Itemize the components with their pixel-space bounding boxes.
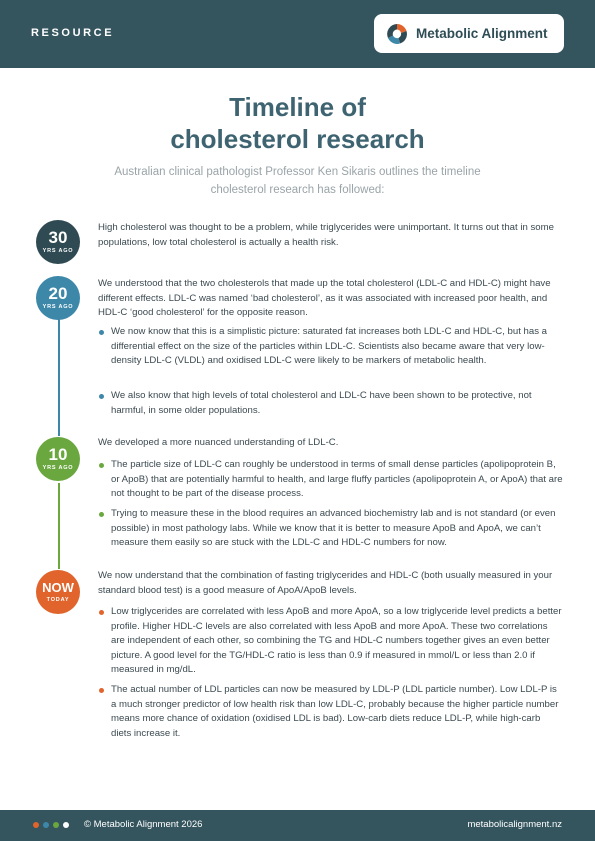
- bullet-dot: [99, 688, 104, 693]
- dot-white: [63, 822, 69, 828]
- brand-name: Metabolic Alignment: [416, 26, 548, 41]
- brand-logo-icon: [386, 23, 408, 45]
- badge-number: 20: [48, 284, 68, 303]
- entry-now-bullet-2: [98, 683, 563, 741]
- badge-number: 30: [48, 228, 68, 247]
- bullet-text: The actual number of LDL particles can now be measured by LDL-P (LDL particle number). Low LDL-P is a much stronger predictor of low health risk than low LDL-C, probably because the higher particle number means more chance of oxidation (oxidised LDL is bad). Low-carb diets reduce LDL-P, while high-carb diets increase it.: [111, 684, 559, 739]
- page-title: [0, 91, 595, 155]
- bullet-text: We now know that this is a simplistic picture: saturated fat increases both LDL-C and HDL-C, but has a differential effect on the size of the particles within LDL-C. Scientists also became aware that very low-density LDL-C (VLDL) and oxidised LDL-C were likely to be markers of metabolic health.: [111, 326, 548, 367]
- badge-number: 10: [48, 445, 68, 464]
- bullet-dot: [99, 610, 104, 615]
- entry-20-text: We understood that the two cholesterols that made up the total cholesterol (LDL-C and HDL-C) might have different effects. LDL-C was named ‘bad cholesterol’, as it was associated with increased poor health, and HDL-C ‘good cholesterol’ for the opposite reason.: [98, 278, 551, 319]
- badge-label: YRS AGO: [42, 304, 74, 310]
- page-header: [0, 0, 595, 68]
- dot-orange: [33, 822, 39, 828]
- resource-tag: RESOURCE: [31, 27, 115, 39]
- brand-logo[interactable]: [374, 14, 564, 53]
- timeline-badge-30: [36, 220, 80, 264]
- timeline-line-blue: [58, 318, 60, 436]
- dot-green: [53, 822, 59, 828]
- badge-label: TODAY: [46, 596, 70, 603]
- bullet-text: Trying to measure these in the blood requires an advanced biochemistry lab and is not standard (or even possible) in most pathology labs. While we know that it is better to measure ApoB and ApoA, we can’t measure them easily so are stuck with the LDL-C and HDL-C numbers for now.: [111, 508, 556, 549]
- entry-10-bullet-1: [98, 458, 563, 502]
- entry-10-bullet-2: [98, 507, 563, 551]
- entry-20-bullet-2: [98, 389, 563, 418]
- bullet-dot: [99, 463, 104, 468]
- badge-number: NOW: [42, 579, 74, 595]
- bullet-dot: [99, 394, 104, 399]
- bullet-text: The particle size of LDL-C can roughly be understood in terms of small dense particles (apolipoprotein B, or ApoB) that are potentially harmful to health, and large fluffy particles (apolipoprotein A, or ApoA) that are not thought to be part of the disease process.: [111, 459, 563, 500]
- badge-label: YRS AGO: [42, 465, 74, 471]
- title-line-1: Timeline of: [229, 92, 366, 122]
- footer-color-dots: [33, 822, 69, 828]
- bullet-text: Low triglycerides are correlated with less ApoB and more ApoA, so a low triglyceride level predicts a better profile. Higher HDL-C levels are also correlated with less ApoB and more ApoA. These two correlations are independent of each other, so combining the TG and HDL-C numbers together gives an even better picture. A good level for the TG/HDL-C ratio is less than 0.9 if measured in mmol/L or less than 2.0 if measured in mg/dL.: [111, 606, 562, 676]
- page-footer: [0, 810, 595, 841]
- timeline-line-green: [58, 483, 60, 569]
- timeline-badge-10: [36, 437, 80, 481]
- bullet-dot: [99, 330, 104, 335]
- footer-copyright: © Metabolic Alignment 2026: [84, 819, 203, 830]
- entry-10-text: We developed a more nuanced understanding of LDL-C.: [98, 437, 339, 448]
- badge-label: YRS AGO: [42, 248, 74, 254]
- entry-30-text: High cholesterol was thought to be a problem, while triglycerides were unimportant. It turns out that in some populations, low total cholesterol is actually a health risk.: [98, 222, 554, 248]
- bullet-dot: [99, 512, 104, 517]
- timeline-badge-20: [36, 276, 80, 320]
- dot-blue: [43, 822, 49, 828]
- title-line-2: cholesterol research: [170, 124, 425, 154]
- page-subtitle: Australian clinical pathologist Professor Ken Sikaris outlines the timeline cholesterol research has followed:: [114, 166, 481, 196]
- timeline-badge-now: [36, 570, 80, 614]
- entry-now-bullet-1: [98, 605, 563, 678]
- bullet-text: We also know that high levels of total cholesterol and LDL-C have been shown to be protective, not harmful, in some older populations.: [111, 390, 532, 416]
- footer-url-link[interactable]: metabolicalignment.nz: [467, 819, 562, 830]
- entry-20-bullet-1: [98, 325, 563, 369]
- entry-now-text: We now understand that the combination of fasting triglycerides and HDL-C (both usually measured in your standard blood test) is a good measure of ApoA/ApoB levels.: [98, 570, 553, 596]
